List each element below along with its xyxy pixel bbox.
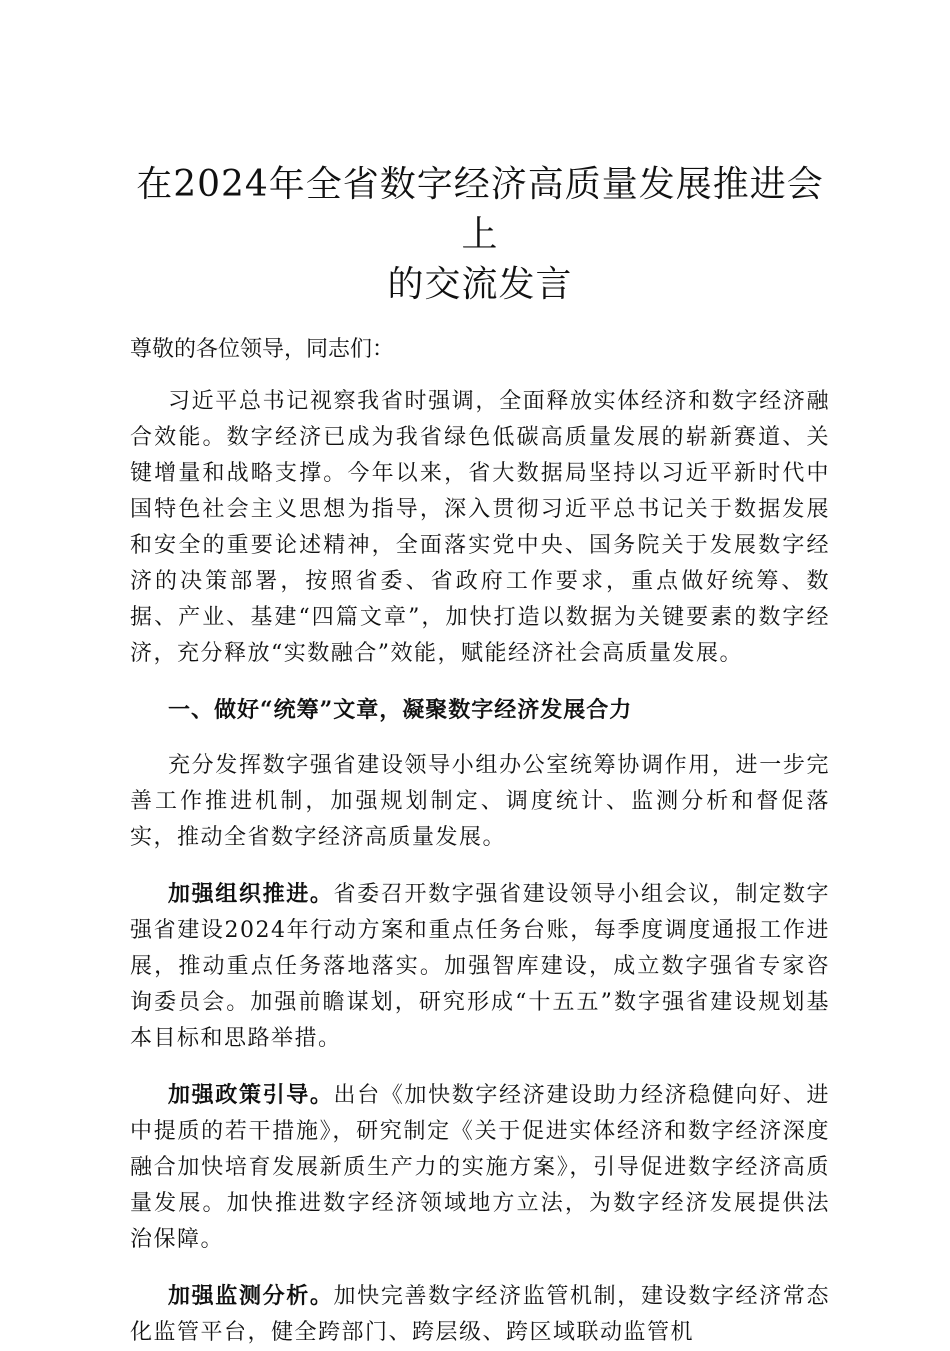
title-line-1: 在2024年全省数字经济高质量发展推进会上 bbox=[136, 164, 824, 255]
intro-paragraph: 习近平总书记视察我省时强调，全面释放实体经济和数字经济融合效能。数字经济已成为我省绿色低碳高质量发展的崭新赛道、关键增量和战略支撑。今年以来，省大数据局坚持以习近平新时代中国特色社会主义思想为指导，深入贯彻习近平总书记关于数据发展和安全的重要论述精神，全面落实党中央、国务院关于发展数字经济的决策部署，按照省委、省政府工作要求，重点做好统筹、数据、产业、基建“四篇文章”，加快打造以数据为关键要素的数字经济，充分释放“实数融合”效能，赋能经济社会高质量发展。 bbox=[130, 389, 830, 666]
item-paragraph-policy bbox=[130, 1077, 830, 1258]
item-body-policy: 出台《加快数字经济建设助力经济稳健向好、进中提质的若干措施》，研究制定《关于促进实体经济和数字经济深度融合加快培育发展新质生产力的实施方案》，引导促进数字经济高质量发展。加快推进数字经济领域地方立法，为数字经济发展提供法治保障。 bbox=[130, 1083, 830, 1252]
item-body-organization: 省委召开数字强省建设领导小组会议，制定数字强省建设2024年行动方案和重点任务台账，每季度调度通报工作进展，推动重点任务落地落实。加强智库建设，成立数字强省专家咨询委员会。加强前瞻谋划，研究形成“十五五”数字强省建设规划基本目标和思路举措。 bbox=[130, 882, 830, 1051]
item-lead-monitoring: 加强监测分析。 bbox=[168, 1283, 334, 1309]
item-body-monitoring: 加快完善数字经济监管机制，建设数字经济常态化监管平台，健全跨部门、跨层级、跨区域联动监管机 bbox=[130, 1284, 830, 1345]
item-lead-organization: 加强组织推进。 bbox=[168, 881, 334, 907]
document-page bbox=[130, 160, 830, 1351]
salutation: 尊敬的各位领导，同志们： bbox=[130, 337, 395, 362]
section-1-intro-paragraph: 充分发挥数字强省建设领导小组办公室统筹协调作用，进一步完善工作推进机制，加强规划制定、调度统计、监测分析和督促落实，推动全省数字经济高质量发展。 bbox=[130, 753, 830, 850]
item-lead-policy: 加强政策引导。 bbox=[168, 1082, 334, 1108]
document-title bbox=[130, 160, 830, 310]
item-paragraph-monitoring bbox=[130, 1278, 830, 1351]
item-paragraph-organization bbox=[130, 876, 830, 1057]
section-heading-1: 一、做好“统筹”文章，凝聚数字经济发展合力 bbox=[168, 697, 633, 723]
title-line-2: 的交流发言 bbox=[387, 264, 573, 305]
